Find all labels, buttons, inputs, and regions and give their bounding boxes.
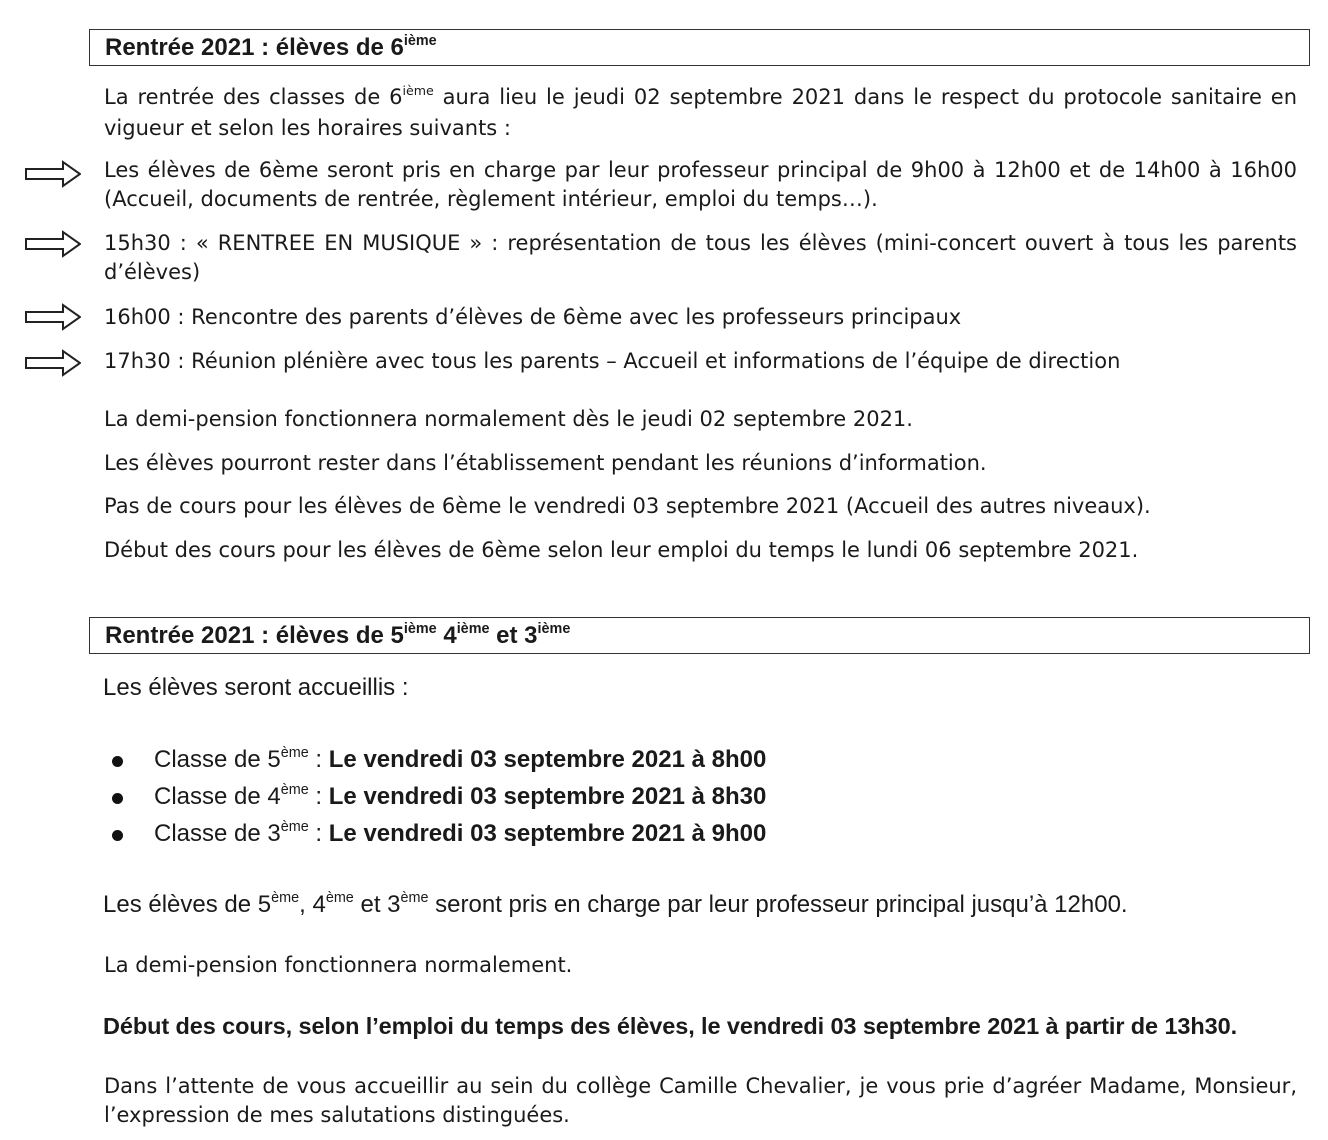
- note-pas-de-cours: Pas de cours pour les élèves de 6ème le vendredi 03 septembre 2021 (Accueil des autres niveaux).: [104, 494, 1151, 518]
- arrow-item-2: 15h30 : « RENTREE EN MUSIQUE » : représentation de tous les élèves (mini-concert ouvert à tous les parents d’élèves): [104, 231, 1297, 284]
- welcome-text: Les élèves seront accueillis :: [103, 674, 409, 701]
- class-item: Classe de 5ème : Le vendredi 03 septembre 2021 à 8h00: [154, 744, 767, 773]
- note-debut-cours: Début des cours pour les élèves de 6ème selon leur emploi du temps le lundi 06 septembre 2021.: [104, 538, 1139, 562]
- section-5-4-3-title: Rentrée 2021 : élèves de 5ième 4ième et 3ième: [105, 620, 571, 649]
- note-demi-pension: La demi-pension fonctionnera normalement dès le jeudi 02 septembre 2021.: [104, 407, 913, 431]
- bullet-icon: [112, 830, 123, 841]
- closing-paragraph: Dans l’attente de vous accueillir au sein du collège Camille Chevalier, je vous prie d’agréer Madame, Monsieur, l’expression de mes salutations distinguées.: [104, 1074, 1297, 1127]
- right-arrow-icon: [25, 303, 81, 331]
- arrow-item-1: Les élèves de 6ème seront pris en charge par leur professeur principal de 9h00 à 12h00 et de 14h00 à 16h00 (Accueil, documents de rentrée, règlement intérieur, emploi du temps…).: [104, 158, 1297, 211]
- note-reunions: Les élèves pourront rester dans l’établissement pendant les réunions d’information.: [104, 451, 987, 475]
- right-arrow-icon: [25, 230, 81, 258]
- right-arrow-icon: [25, 160, 81, 188]
- section-5-4-3-header: [89, 617, 1310, 654]
- debut-cours-text: Début des cours, selon l’emploi du temps des élèves, le vendredi 03 septembre 2021 à partir de 13h30.: [103, 1013, 1238, 1039]
- class-item: Classe de 3ème : Le vendredi 03 septembre 2021 à 9h00: [154, 818, 767, 847]
- intro-paragraph: La rentrée des classes de 6ième aura lieu le jeudi 02 septembre 2021 dans le respect du protocole sanitaire en vigueur et selon les horaires suivants :: [104, 83, 1298, 140]
- charge-text: Les élèves de 5ème, 4ème et 3ème seront pris en charge par leur professeur principal jusqu’à 12h00.: [103, 889, 1128, 918]
- bullet-icon: [112, 756, 123, 767]
- bullet-icon: [112, 793, 123, 804]
- demi-pension-text: La demi-pension fonctionnera normalement.: [104, 953, 573, 977]
- section-6eme-header: [89, 29, 1310, 66]
- right-arrow-icon: [25, 349, 81, 377]
- arrow-item-4: 17h30 : Réunion plénière avec tous les parents – Accueil et informations de l’équipe de direction: [104, 349, 1121, 373]
- arrow-item-3: 16h00 : Rencontre des parents d’élèves de 6ème avec les professeurs principaux: [104, 305, 962, 329]
- section-6eme-title: Rentrée 2021 : élèves de 6ième: [105, 32, 437, 61]
- class-item: Classe de 4ème : Le vendredi 03 septembre 2021 à 8h30: [154, 781, 767, 810]
